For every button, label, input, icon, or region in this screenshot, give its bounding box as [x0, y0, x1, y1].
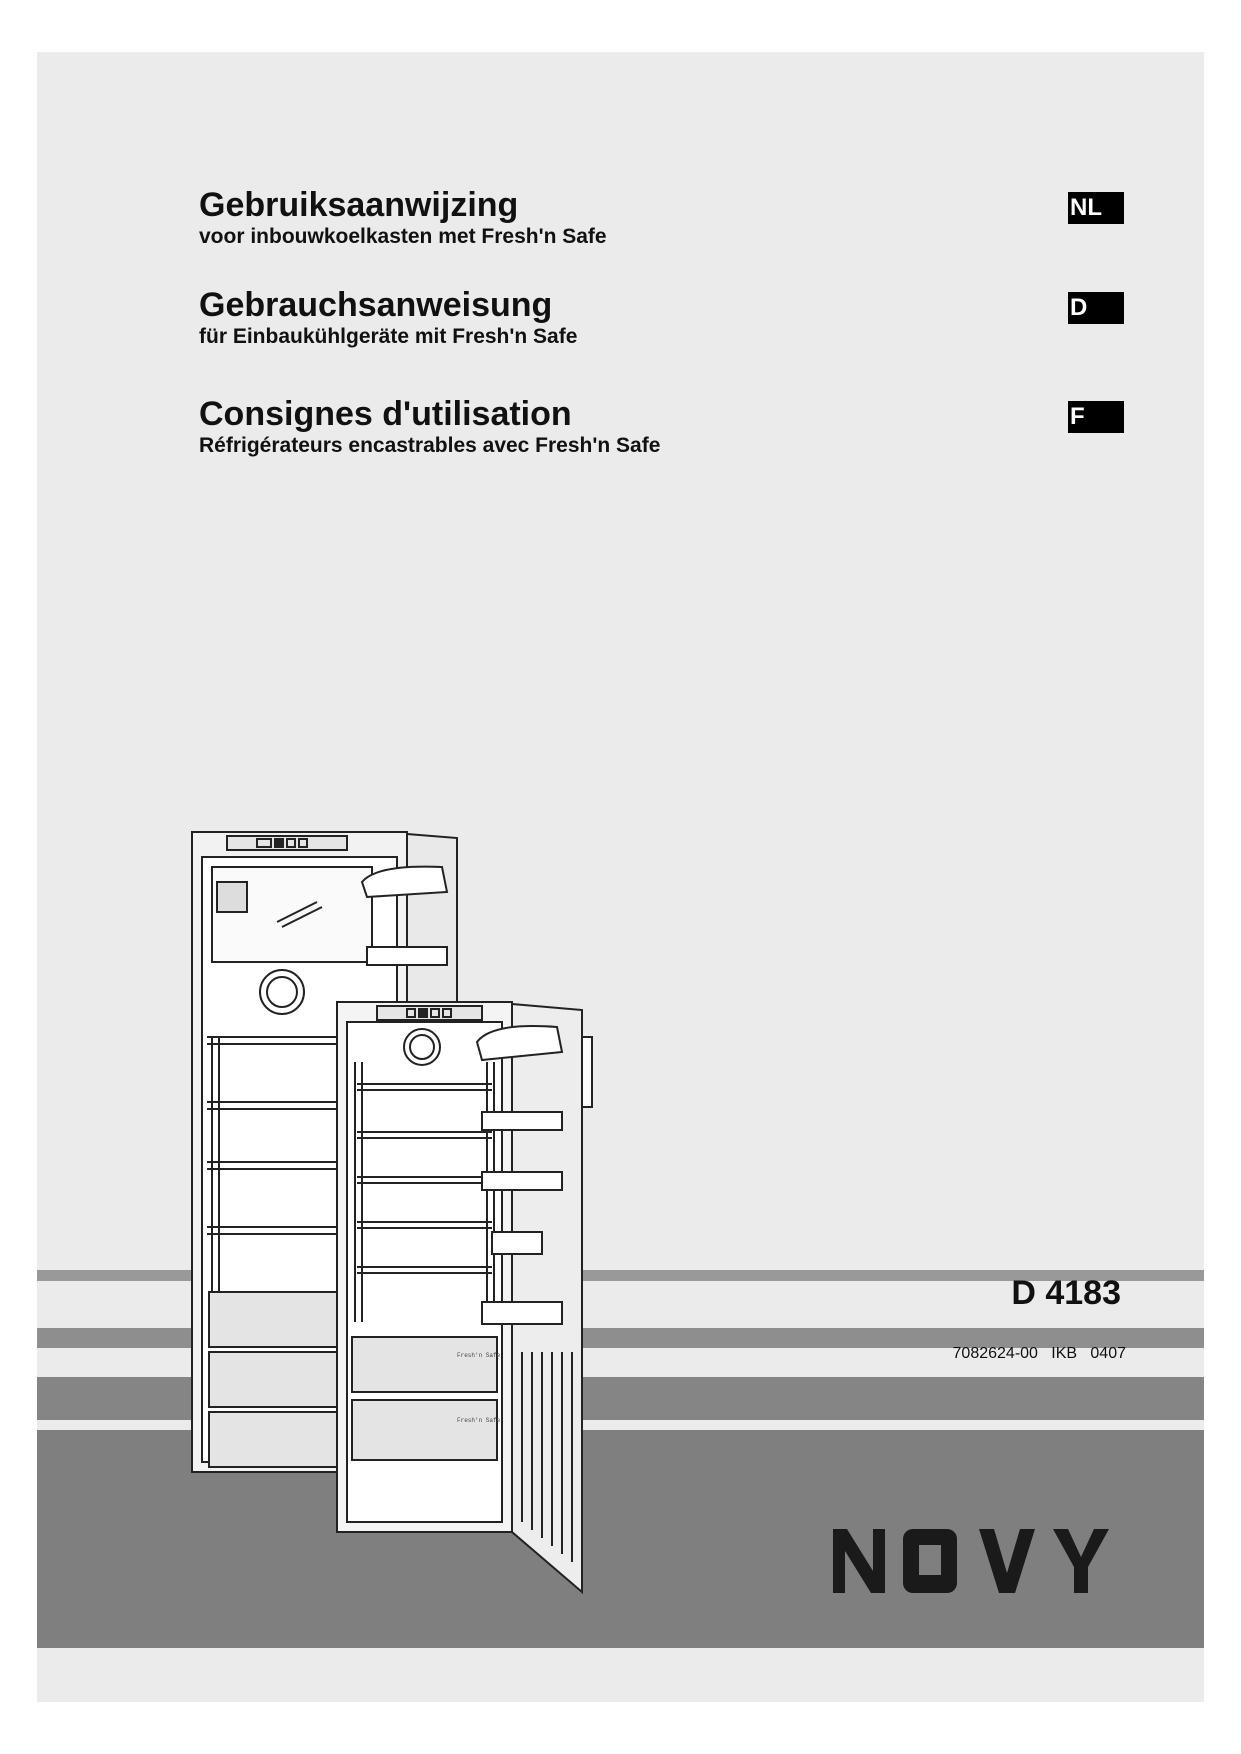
language-badge-de: D	[1068, 292, 1124, 324]
model-number: D 4183	[1011, 1274, 1121, 1312]
language-badge-nl: NL	[1068, 192, 1124, 224]
subheading-fr: Réfrigérateurs encastrables avec Fresh'n Safe	[199, 434, 661, 457]
language-badge-fr: F	[1068, 401, 1124, 433]
title-block-de	[199, 286, 577, 350]
drawer-label: Fresh'n Safe	[457, 1417, 501, 1424]
refrigerator-illustration	[187, 822, 657, 1602]
subheading-de: für Einbaukühlgeräte mit Fresh'n Safe	[199, 325, 578, 348]
heading-nl: Gebruiksaanwijzing	[199, 186, 519, 224]
novy-logo	[831, 1527, 1126, 1597]
title-block-nl	[199, 186, 607, 250]
cover-panel	[37, 52, 1204, 1702]
title-block-fr	[199, 395, 660, 459]
drawer-label: Fresh'n Safe	[457, 1352, 501, 1359]
heading-de: Gebrauchsanweisung	[199, 286, 553, 324]
document-code: 7082624-00 IKB 0407	[952, 1345, 1126, 1362]
subheading-nl: voor inbouwkoelkasten met Fresh'n Safe	[199, 225, 607, 248]
heading-fr: Consignes d'utilisation	[199, 395, 572, 433]
